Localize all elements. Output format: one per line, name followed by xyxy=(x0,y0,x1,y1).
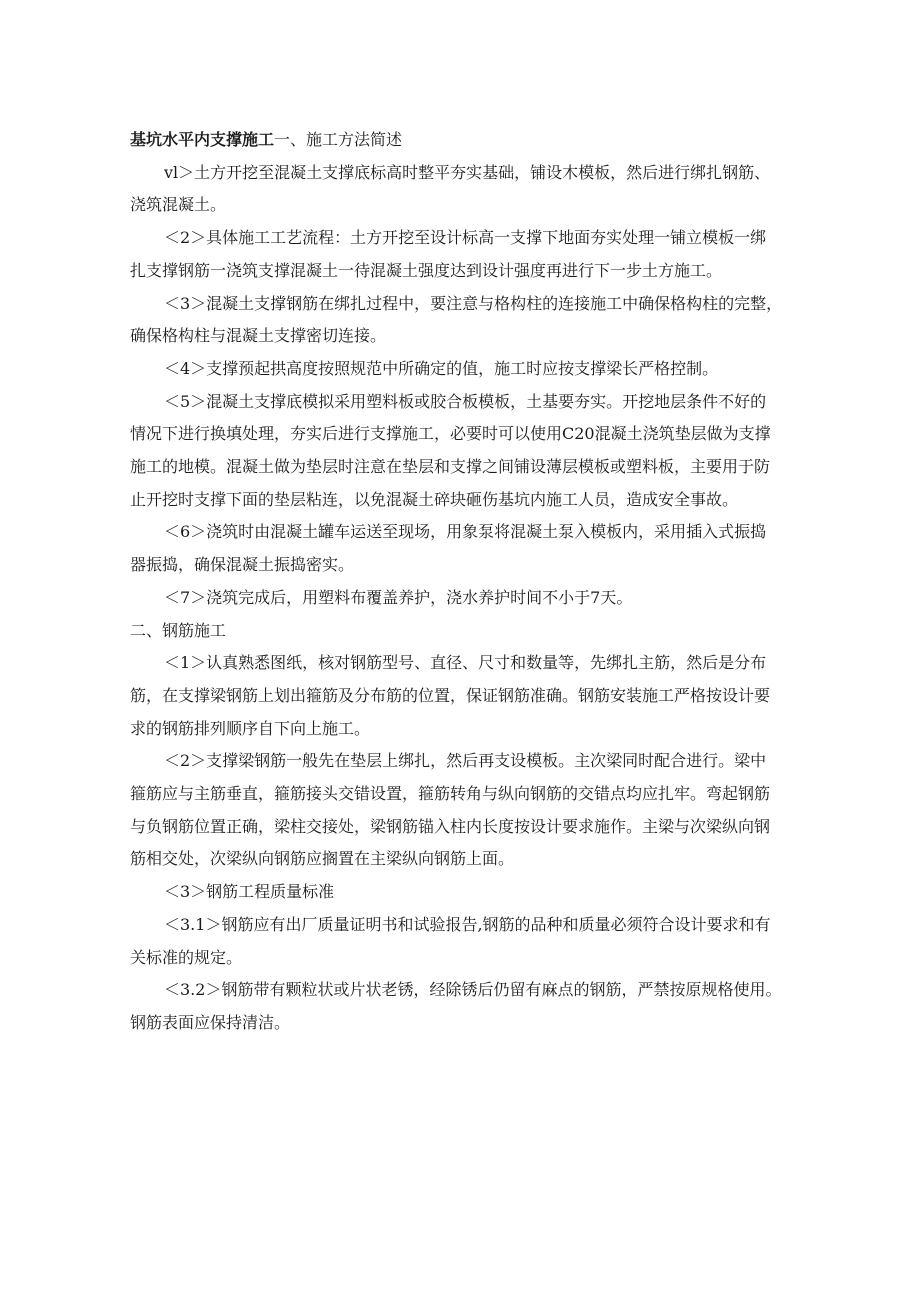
text-line: 筋相交处，次梁纵向钢筋应搁置在主梁纵向钢筋上面。 xyxy=(130,849,515,869)
text-line: ＜2＞具体施工工艺流程：土方开挖至设计标高一支撑下地面夯实处理一铺立模板一绑 xyxy=(164,228,767,248)
text-line: ＜3.2＞钢筋带有颗粒状或片状老锈，经除锈后仍留有麻点的钢筋，严禁按原规格使用。 xyxy=(164,980,782,1000)
text-line: 扎支撑钢筋一浇筑支撑混凝土一待混凝土强度达到设计强度再进行下一步土方施工。 xyxy=(130,260,723,280)
text-line: 求的钢筋排列顺序自下向上施工。 xyxy=(130,718,371,738)
text-line: 筋，在支撑梁钢筋上划出箍筋及分布筋的位置，保证钢筋准确。钢筋安装施工严格按设计要 xyxy=(130,685,771,705)
document-title-line xyxy=(130,124,820,157)
text-line: 施工的地模。混凝土做为垫层时注意在垫层和支撑之间铺设薄层模板或塑料板，主要用于防 xyxy=(130,457,771,477)
text-line: 与负钢筋位置正确，梁柱交接处，梁钢筋锚入柱内长度按设计要求施作。主梁与次梁纵向钢 xyxy=(130,816,771,836)
text-line: 器振捣，确保混凝土振捣密实。 xyxy=(130,555,355,575)
text-line: 箍筋应与主筋垂直，箍筋接头交错设置，箍筋转角与纵向钢筋的交错点均应扎牢。弯起钢筋 xyxy=(130,784,771,804)
text-line: 确保格构柱与混凝土支撑密切连接。 xyxy=(130,326,387,346)
document-page xyxy=(130,124,820,1040)
document-title: 基坑水平内支撑施工 xyxy=(130,130,275,149)
subsection-heading: ＜3＞钢筋工程质量标准 xyxy=(164,882,335,902)
text-line: 钢筋表面应保持清洁。 xyxy=(130,1012,291,1032)
section-heading-2: 二、钢筋施工 xyxy=(130,620,227,640)
text-line: ＜3.1＞钢筋应有出厂质量证明书和试验报告,钢筋的品种和质量必须符合设计要求和有 xyxy=(164,914,771,934)
text-line: ＜2＞支撑梁钢筋一般先在垫层上绑扎，然后再支设模板。主次梁同时配合进行。梁中 xyxy=(164,751,767,771)
text-line: ＜6＞浇筑时由混凝土罐车运送至现场，用象泵将混凝土泵入模板内，采用插入式振捣 xyxy=(164,522,767,542)
text-line: ＜4＞支撑预起拱高度按照规范中所确定的值，施工时应按支撑梁长严格控制。 xyxy=(164,358,719,378)
text-line: ＜5＞混凝土支撑底模拟采用塑料板或胶合板模板，土基要夯实。开挖地层条件不好的 xyxy=(164,391,767,411)
text-line: ＜1＞认真熟悉图纸，核对钢筋型号、直径、尺寸和数量等，先绑扎主筋，然后是分布 xyxy=(164,653,767,673)
text-line: vl＞土方开挖至混凝土支撑底标高时整平夯实基础，铺设木模板，然后进行绑扎钢筋、 xyxy=(164,162,771,182)
text-line: ＜7＞浇筑完成后，用塑料布覆盖养护，浇水养护时间不小于7天。 xyxy=(164,587,633,607)
text-line: 关标准的规定。 xyxy=(130,947,243,967)
text-line: 浇筑混凝土。 xyxy=(130,195,227,215)
text-line: 止开挖时支撑下面的垫层粘连，以免混凝土碎块砸伤基坑内施工人员，造成安全事故。 xyxy=(130,489,739,509)
text-line: ＜3＞混凝土支撑钢筋在绑扎过程中，要注意与格构柱的连接施工中确保格构柱的完整， xyxy=(164,293,783,313)
text-line: 情况下进行换填处理，夯实后进行支撑施工，必要时可以使用C20混凝土浇筑垫层做为支撑 xyxy=(130,424,771,444)
section-heading-1: 一、施工方法简述 xyxy=(274,130,403,149)
